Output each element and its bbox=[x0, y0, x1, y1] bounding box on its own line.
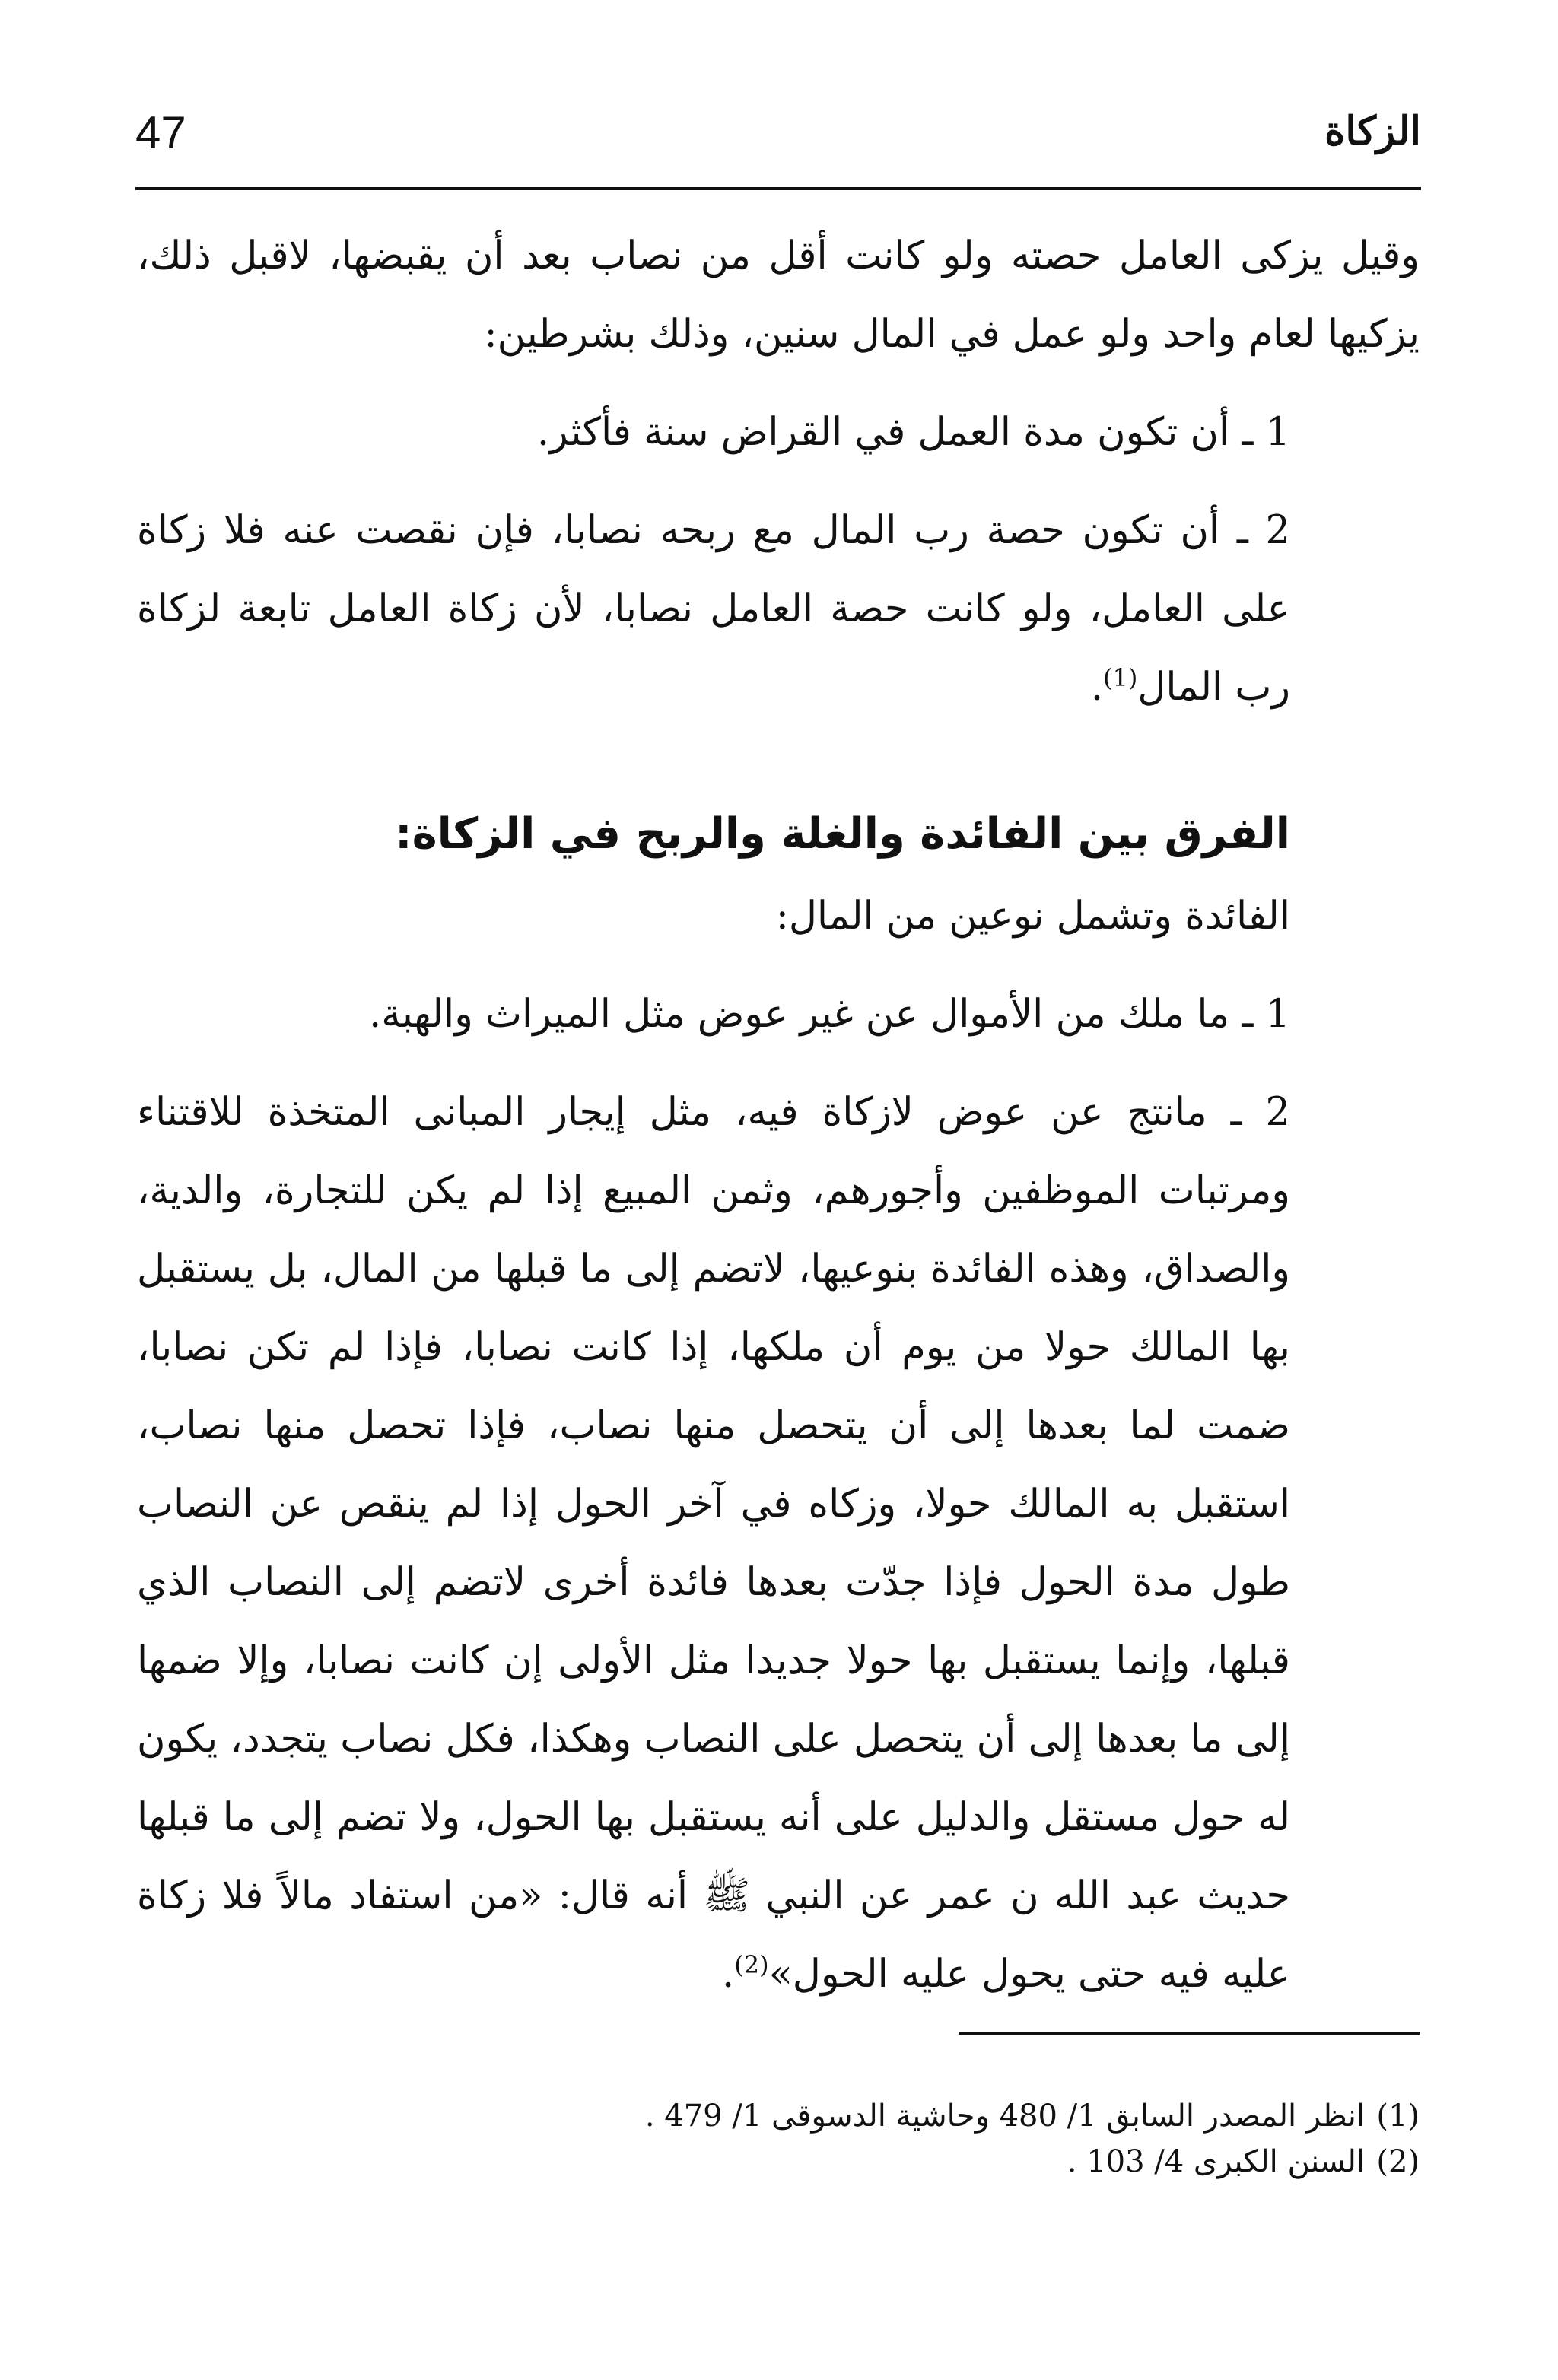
condition-1: 1 ـ أن تكون مدة العمل في القراض سنة فأكثر. bbox=[536, 410, 1290, 455]
benefit-intro: الفائدة وتشمل نوعين من المال: bbox=[775, 894, 1290, 939]
condition-2 bbox=[137, 491, 1420, 726]
benefit-item-2-text: 2 ـ مانتج عن عوض لازكاة فيه، مثل إيجار المبانى المتخذة للاقتناء ومرتبات الموظفين وأجورهم، وثمن المبيع إذا لم يكن للتجارة، والدية، والصداق، وهذه الفائدة بنوعيها، لاتضم إلى ما قبلها من المال، بل يستقبل بها المالك حولا من يوم أن ملكها، إذا كانت نصابا، فإذا لم تكن نصابا، ضمت لما بعدها إلى أن يتحصل منها نصاب، فإذا تحصل منها نصاب، استقبل به المالك حولا، وزكاه في آخر الحول إذا لم ينقص عن النصاب طول مدة الحول فإذا جدّت بعدها فائدة أخرى لاتضم إلى النصاب الذي قبلها، وإنما يستقبل بها حولا جديدا مثل الأولى إن كانت نصابا، وإلا ضمها إلى ما بعدها إلى أن يتحصل على النصاب وهكذا، فكل نصاب يتجدد، يكون له حول مستقل والدليل على أنه يستقبل بها الحول، ولا تضم إلى ما قبلها حديث عبد الله ن عمر عن النبي ﷺ أنه قال: «من استفاد مالاً فلا زكاة عليه فيه حتى يحول عليه الحول» bbox=[137, 1090, 1290, 1997]
footnote-2-text: السنن الكبرى 4/ 103 . bbox=[1067, 2144, 1365, 2179]
footnote-2 bbox=[137, 2139, 1420, 2185]
benefit-item-2-end: . bbox=[722, 1952, 735, 1997]
benefit-item-1: 1 ـ ما ملك من الأموال عن غير عوض مثل الميراث والهبة. bbox=[369, 992, 1290, 1037]
footnotes bbox=[137, 2093, 1420, 2185]
condition-2-end: . bbox=[1090, 665, 1104, 710]
footnote-1 bbox=[137, 2093, 1420, 2139]
benefit-item-2 bbox=[137, 1073, 1420, 2013]
footnote-rule bbox=[959, 2032, 1420, 2035]
page-number: 47 bbox=[135, 107, 186, 158]
page-header bbox=[135, 91, 1421, 175]
footnote-ref-2: (2) bbox=[734, 1950, 769, 1979]
section-heading: الفرق بين الفائدة والغلة والربح في الزكاة: bbox=[395, 809, 1290, 859]
footnote-1-number: (1) bbox=[1376, 2099, 1420, 2134]
condition-2-text: 2 ـ أن تكون حصة رب المال مع ربحه نصابا، فإن نقصت عنه فلا زكاة على العامل، ولو كانت حصة العامل نصابا، لأن زكاة العامل تابعة لزكاة رب المال bbox=[137, 508, 1290, 710]
body-text bbox=[137, 217, 1420, 2013]
footnote-ref-1: (1) bbox=[1103, 663, 1138, 692]
running-title: الزكاة bbox=[1324, 108, 1421, 154]
footnote-2-number: (2) bbox=[1376, 2144, 1420, 2179]
paragraph-intro: وقيل يزكى العامل حصته ولو كانت أقل من نصاب بعد أن يقبضها، لاقبل ذلك، يزكيها لعام واحد ولو عمل في المال سنين، وذلك بشرطين: bbox=[137, 234, 1420, 357]
footnote-1-text: انظر المصدر السابق 1/ 480 وحاشية الدسوقى 1/ 479 . bbox=[644, 2099, 1365, 2134]
header-rule bbox=[135, 187, 1421, 190]
